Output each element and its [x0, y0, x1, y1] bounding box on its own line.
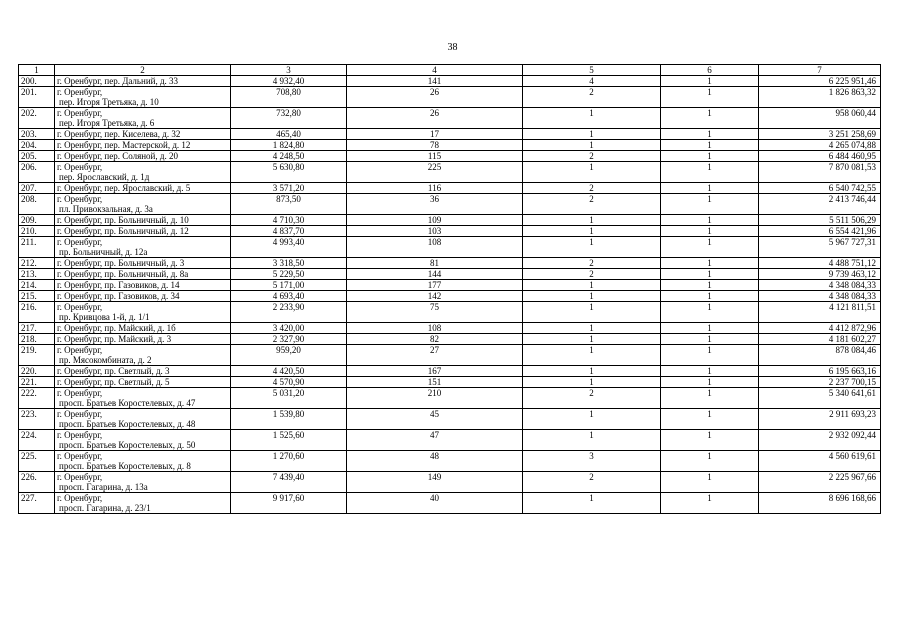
cell-col6: 1 [661, 76, 759, 87]
table-row [19, 87, 881, 108]
cell-col4: 36 [347, 194, 523, 215]
address-cell [55, 237, 231, 258]
address-line: просп. Братьев Коростелевых, д. 48 [59, 419, 196, 429]
address-line: просп. Гагарина, д. 23/1 [59, 503, 151, 513]
cell-col5: 1 [523, 129, 661, 140]
cell-col3: 4 248,50 [231, 151, 347, 162]
cell-col4: 108 [347, 237, 523, 258]
cell-col5: 1 [523, 366, 661, 377]
cell-col7: 4 412 872,96 [759, 323, 881, 334]
cell-col6: 1 [661, 280, 759, 291]
address-line: г. Оренбург, пр. Майский, д. 3 [57, 334, 172, 344]
cell-col3: 3 318,50 [231, 258, 347, 269]
cell-col7: 3 251 258,69 [759, 129, 881, 140]
column-header: 2 [55, 65, 231, 76]
address-line: г. Оренбург, пр. Больничный, д. 10 [57, 215, 189, 225]
address-line: пл. Привокзальная, д. 3а [59, 204, 153, 214]
cell-col7: 4 348 084,33 [759, 280, 881, 291]
cell-col7: 4 560 619,61 [759, 451, 881, 472]
table-row [19, 334, 881, 345]
table-row [19, 388, 881, 409]
table-row [19, 269, 881, 280]
registry-table [18, 64, 881, 514]
address-line: пр. Кривцова 1-й, д. 1/1 [59, 312, 150, 322]
cell-col7: 4 181 602,27 [759, 334, 881, 345]
address-line: пр. Больничный, д. 12а [59, 247, 148, 257]
cell-col5: 3 [523, 451, 661, 472]
cell-col7: 7 870 081,53 [759, 162, 881, 183]
address-line: просп. Гагарина, д. 13а [59, 482, 148, 492]
cell-col4: 17 [347, 129, 523, 140]
cell-col3: 732,80 [231, 108, 347, 129]
cell-col6: 1 [661, 215, 759, 226]
address-line: г. Оренбург, [57, 87, 103, 97]
cell-col7: 9 739 463,12 [759, 269, 881, 280]
cell-col7: 6 554 421,96 [759, 226, 881, 237]
cell-col5: 4 [523, 76, 661, 87]
cell-col6: 1 [661, 87, 759, 108]
address-line: г. Оренбург, пр. Больничный, д. 8а [57, 269, 189, 279]
cell-col7: 8 696 168,66 [759, 493, 881, 514]
cell-col7: 2 911 693,23 [759, 409, 881, 430]
cell-col3: 1 824,80 [231, 140, 347, 151]
address-cell [55, 87, 231, 108]
cell-col4: 151 [347, 377, 523, 388]
address-cell [55, 302, 231, 323]
address-cell [55, 226, 231, 237]
table-row [19, 291, 881, 302]
row-number: 214. [19, 280, 55, 291]
row-number: 219. [19, 345, 55, 366]
table-row [19, 140, 881, 151]
cell-col5: 1 [523, 215, 661, 226]
cell-col4: 141 [347, 76, 523, 87]
table-row [19, 162, 881, 183]
cell-col7: 2 413 746,44 [759, 194, 881, 215]
cell-col7: 5 340 641,61 [759, 388, 881, 409]
cell-col5: 1 [523, 430, 661, 451]
cell-col3: 3 420,00 [231, 323, 347, 334]
address-line: г. Оренбург, пер. Дальний, д. 33 [57, 76, 179, 86]
cell-col7: 4 348 084,33 [759, 291, 881, 302]
table-row [19, 129, 881, 140]
address-cell [55, 493, 231, 514]
cell-col4: 144 [347, 269, 523, 280]
address-cell [55, 334, 231, 345]
table-row [19, 183, 881, 194]
cell-col5: 1 [523, 226, 661, 237]
cell-col3: 4 993,40 [231, 237, 347, 258]
table-row [19, 430, 881, 451]
address-line: пер. Ярославский, д. 1д [59, 172, 150, 182]
cell-col7: 2 225 967,66 [759, 472, 881, 493]
column-header: 3 [231, 65, 347, 76]
row-number: 200. [19, 76, 55, 87]
cell-col4: 109 [347, 215, 523, 226]
cell-col5: 1 [523, 302, 661, 323]
cell-col4: 48 [347, 451, 523, 472]
row-number: 216. [19, 302, 55, 323]
row-number: 208. [19, 194, 55, 215]
address-line: г. Оренбург, [57, 472, 103, 482]
address-line: г. Оренбург, пр. Светлый, д. 5 [57, 377, 170, 387]
row-number: 223. [19, 409, 55, 430]
cell-col5: 1 [523, 280, 661, 291]
cell-col3: 959,20 [231, 345, 347, 366]
cell-col5: 2 [523, 194, 661, 215]
cell-col7: 6 225 951,46 [759, 76, 881, 87]
cell-col4: 82 [347, 334, 523, 345]
table-row [19, 345, 881, 366]
row-number: 225. [19, 451, 55, 472]
cell-col5: 1 [523, 162, 661, 183]
column-header: 4 [347, 65, 523, 76]
cell-col4: 142 [347, 291, 523, 302]
cell-col6: 1 [661, 194, 759, 215]
cell-col5: 1 [523, 409, 661, 430]
address-line: г. Оренбург, пр. Больничный, д. 3 [57, 258, 185, 268]
cell-col6: 1 [661, 140, 759, 151]
cell-col3: 5 630,80 [231, 162, 347, 183]
cell-col4: 210 [347, 388, 523, 409]
column-header: 1 [19, 65, 55, 76]
row-number: 203. [19, 129, 55, 140]
cell-col6: 1 [661, 472, 759, 493]
cell-col7: 1 826 863,32 [759, 87, 881, 108]
cell-col5: 2 [523, 258, 661, 269]
address-cell [55, 140, 231, 151]
cell-col7: 6 540 742,55 [759, 183, 881, 194]
cell-col4: 115 [347, 151, 523, 162]
address-cell [55, 388, 231, 409]
address-cell [55, 258, 231, 269]
cell-col5: 1 [523, 237, 661, 258]
row-number: 204. [19, 140, 55, 151]
cell-col5: 2 [523, 151, 661, 162]
table-row [19, 226, 881, 237]
address-line: г. Оренбург, пр. Майский, д. 1б [57, 323, 176, 333]
row-number: 209. [19, 215, 55, 226]
address-cell [55, 430, 231, 451]
cell-col4: 47 [347, 430, 523, 451]
column-header: 7 [759, 65, 881, 76]
address-cell [55, 323, 231, 334]
cell-col6: 1 [661, 291, 759, 302]
address-cell [55, 451, 231, 472]
address-line: г. Оренбург, [57, 162, 103, 172]
table-row [19, 215, 881, 226]
cell-col3: 708,80 [231, 87, 347, 108]
row-number: 222. [19, 388, 55, 409]
cell-col5: 1 [523, 334, 661, 345]
cell-col7: 5 511 506,29 [759, 215, 881, 226]
table-body [19, 65, 881, 514]
cell-col7: 4 265 074,88 [759, 140, 881, 151]
address-cell [55, 472, 231, 493]
cell-col3: 5 229,50 [231, 269, 347, 280]
table-row [19, 237, 881, 258]
cell-col4: 45 [347, 409, 523, 430]
cell-col3: 7 439,40 [231, 472, 347, 493]
row-number: 218. [19, 334, 55, 345]
cell-col6: 1 [661, 226, 759, 237]
column-header: 5 [523, 65, 661, 76]
cell-col6: 1 [661, 334, 759, 345]
cell-col4: 81 [347, 258, 523, 269]
address-line: г. Оренбург, [57, 108, 103, 118]
address-line: г. Оренбург, пр. Светлый, д. 3 [57, 366, 170, 376]
table-row [19, 302, 881, 323]
column-header: 6 [661, 65, 759, 76]
cell-col6: 1 [661, 151, 759, 162]
cell-col6: 1 [661, 183, 759, 194]
cell-col3: 465,40 [231, 129, 347, 140]
address-line: просп. Братьев Коростелевых, д. 50 [59, 440, 196, 450]
cell-col7: 6 195 663,16 [759, 366, 881, 377]
cell-col5: 2 [523, 87, 661, 108]
cell-col3: 873,50 [231, 194, 347, 215]
address-line: г. Оренбург, пер. Киселева, д. 32 [57, 129, 181, 139]
cell-col5: 1 [523, 108, 661, 129]
cell-col6: 1 [661, 162, 759, 183]
cell-col6: 1 [661, 302, 759, 323]
cell-col6: 1 [661, 237, 759, 258]
cell-col7: 2 932 092,44 [759, 430, 881, 451]
cell-col4: 225 [347, 162, 523, 183]
address-cell [55, 366, 231, 377]
cell-col6: 1 [661, 269, 759, 280]
cell-col6: 1 [661, 409, 759, 430]
table-row [19, 108, 881, 129]
table-row [19, 451, 881, 472]
cell-col4: 108 [347, 323, 523, 334]
cell-col6: 1 [661, 323, 759, 334]
row-number: 217. [19, 323, 55, 334]
cell-col3: 4 932,40 [231, 76, 347, 87]
table-row [19, 323, 881, 334]
address-cell [55, 280, 231, 291]
cell-col3: 9 917,60 [231, 493, 347, 514]
cell-col4: 167 [347, 366, 523, 377]
cell-col4: 26 [347, 87, 523, 108]
table-row [19, 76, 881, 87]
row-number: 215. [19, 291, 55, 302]
address-cell [55, 108, 231, 129]
address-line: просп. Братьев Коростелевых, д. 8 [59, 461, 191, 471]
address-line: пр. Мясокомбината, д. 2 [59, 355, 152, 365]
cell-col5: 2 [523, 472, 661, 493]
cell-col6: 1 [661, 451, 759, 472]
address-cell [55, 345, 231, 366]
cell-col3: 1 525,60 [231, 430, 347, 451]
address-line: г. Оренбург, [57, 451, 103, 461]
address-cell [55, 409, 231, 430]
cell-col6: 1 [661, 388, 759, 409]
cell-col6: 1 [661, 493, 759, 514]
address-line: г. Оренбург, пер. Ярославский, д. 5 [57, 183, 191, 193]
table-row [19, 366, 881, 377]
address-line: г. Оренбург, [57, 237, 103, 247]
address-line: г. Оренбург, пер. Соляной, д. 20 [57, 151, 178, 161]
cell-col3: 4 710,30 [231, 215, 347, 226]
address-line: г. Оренбург, [57, 430, 103, 440]
cell-col3: 4 837,70 [231, 226, 347, 237]
row-number: 202. [19, 108, 55, 129]
address-line: г. Оренбург, [57, 302, 103, 312]
cell-col7: 2 237 700,15 [759, 377, 881, 388]
cell-col7: 6 484 460,95 [759, 151, 881, 162]
address-cell [55, 129, 231, 140]
cell-col3: 4 570,90 [231, 377, 347, 388]
cell-col3: 4 693,40 [231, 291, 347, 302]
cell-col7: 878 084,46 [759, 345, 881, 366]
address-cell [55, 151, 231, 162]
row-number: 213. [19, 269, 55, 280]
address-line: г. Оренбург, [57, 493, 103, 503]
cell-col5: 1 [523, 377, 661, 388]
cell-col3: 2 327,90 [231, 334, 347, 345]
cell-col3: 5 171,00 [231, 280, 347, 291]
address-cell [55, 194, 231, 215]
cell-col5: 1 [523, 493, 661, 514]
cell-col4: 103 [347, 226, 523, 237]
table-row [19, 409, 881, 430]
table-row [19, 194, 881, 215]
cell-col5: 1 [523, 323, 661, 334]
cell-col6: 1 [661, 108, 759, 129]
cell-col5: 2 [523, 388, 661, 409]
address-cell [55, 76, 231, 87]
cell-col5: 1 [523, 140, 661, 151]
row-number: 227. [19, 493, 55, 514]
row-number: 211. [19, 237, 55, 258]
row-number: 201. [19, 87, 55, 108]
row-number: 205. [19, 151, 55, 162]
address-line: г. Оренбург, пр. Больничный, д. 12 [57, 226, 189, 236]
address-line: пер. Игоря Третьяка, д. 10 [59, 97, 159, 107]
address-cell [55, 215, 231, 226]
address-cell [55, 377, 231, 388]
row-number: 207. [19, 183, 55, 194]
address-cell [55, 183, 231, 194]
address-line: г. Оренбург, [57, 345, 103, 355]
address-line: пер. Игоря Третьяка, д. 6 [59, 118, 155, 128]
cell-col4: 149 [347, 472, 523, 493]
cell-col3: 3 571,20 [231, 183, 347, 194]
cell-col5: 1 [523, 345, 661, 366]
cell-col4: 78 [347, 140, 523, 151]
cell-col5: 2 [523, 183, 661, 194]
address-line: просп. Братьев Коростелевых, д. 47 [59, 398, 196, 408]
cell-col4: 75 [347, 302, 523, 323]
cell-col3: 2 233,90 [231, 302, 347, 323]
cell-col7: 5 967 727,31 [759, 237, 881, 258]
address-cell [55, 162, 231, 183]
table-row [19, 472, 881, 493]
cell-col5: 1 [523, 291, 661, 302]
cell-col3: 1 539,80 [231, 409, 347, 430]
address-cell [55, 269, 231, 280]
cell-col6: 1 [661, 129, 759, 140]
cell-col7: 4 488 751,12 [759, 258, 881, 269]
cell-col4: 40 [347, 493, 523, 514]
row-number: 221. [19, 377, 55, 388]
cell-col6: 1 [661, 430, 759, 451]
row-number: 210. [19, 226, 55, 237]
cell-col4: 27 [347, 345, 523, 366]
address-line: г. Оренбург, [57, 388, 103, 398]
cell-col4: 177 [347, 280, 523, 291]
cell-col4: 26 [347, 108, 523, 129]
cell-col3: 5 031,20 [231, 388, 347, 409]
row-number: 212. [19, 258, 55, 269]
cell-col6: 1 [661, 345, 759, 366]
cell-col6: 1 [661, 377, 759, 388]
address-line: г. Оренбург, пр. Газовиков, д. 34 [57, 291, 180, 301]
page-number: 38 [447, 42, 458, 53]
cell-col3: 1 270,60 [231, 451, 347, 472]
cell-col6: 1 [661, 366, 759, 377]
table-row [19, 377, 881, 388]
cell-col5: 2 [523, 269, 661, 280]
address-line: г. Оренбург, пр. Газовиков, д. 14 [57, 280, 180, 290]
address-cell [55, 291, 231, 302]
row-number: 226. [19, 472, 55, 493]
cell-col6: 1 [661, 258, 759, 269]
address-line: г. Оренбург, пер. Мастерской, д. 12 [57, 140, 191, 150]
table-row [19, 280, 881, 291]
table-row [19, 258, 881, 269]
row-number: 206. [19, 162, 55, 183]
row-number: 224. [19, 430, 55, 451]
table-header-row [19, 65, 881, 76]
cell-col4: 116 [347, 183, 523, 194]
table-row [19, 493, 881, 514]
address-line: г. Оренбург, [57, 409, 103, 419]
table-row [19, 151, 881, 162]
cell-col3: 4 420,50 [231, 366, 347, 377]
cell-col7: 4 121 811,51 [759, 302, 881, 323]
cell-col7: 958 060,44 [759, 108, 881, 129]
row-number: 220. [19, 366, 55, 377]
address-line: г. Оренбург, [57, 194, 103, 204]
